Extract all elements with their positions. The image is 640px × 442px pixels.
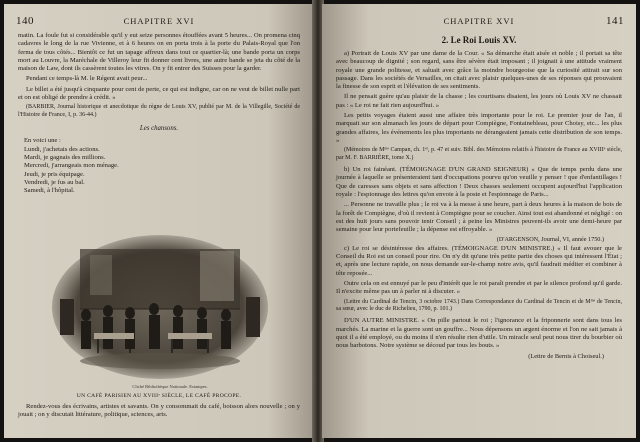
left-paragraph: Le billet a été jusqu'à cinquante pour cent de perte, ce qui est indigne, car on ne veut de billet nulle part et on est obligé de prendre à crédit. » — [18, 85, 300, 102]
song-verse — [24, 137, 300, 195]
verse-line: Lundi, j'achetais des actions. — [24, 145, 100, 153]
item-a-text: a) Portrait de Louis XV par une dame de la Cour. « Sa démarche était aisée et noble ; il portait sa tête avec beaucoup de dignité ; son regard, sans être sévère était imposant ; il joignait à une attitude vraiment royale une grande politesse, et saluait avec grâce la moindre bourgeoise que la curiosité attirait sur son passage. Dans les sociétés de Versailles, on citait avec plaisir quelques-unes de ses réponses qui prouvaient la finesse de son esprit et l'élévation de ses sentiments. — [336, 50, 622, 91]
song-title: Les chansons. — [139, 125, 179, 133]
verse-line: En voici une : — [24, 137, 61, 145]
verse-line: Mercredi, j'arrangeais mon ménage. — [24, 162, 119, 170]
left-page — [4, 4, 314, 438]
section-title: 2. Le Roi Louis XV. — [441, 35, 517, 45]
figure-caption: UN CAFÉ PARISIEN AU XVIIIᵉ SIÈCLE, LE CAFÉ PROCOPE. — [76, 393, 242, 399]
left-chapter-header: CHAPITRE XVI — [123, 16, 195, 26]
item-a-more: Les petits voyages étaient aussi une affaire très importante pour le roi. Le premier jour de l'an, il marquait sur son almanach les jours de départ pour Compiègne, Fontainebleau, pour Choisy, etc... les plus grandes affaires, les événements les plus importants ne dérangeaient jamais cette distribution de son temps. » — [336, 112, 622, 144]
verse-line: Vendredi, je fus au bal. — [24, 178, 85, 186]
left-page-header — [16, 14, 302, 28]
item-c-text: c) Le roi se désintéresse des affaires. (TÉMOIGNAGE D'UN MINISTRE.) « Il faut avouer que le Conseil du Roi est un conseil pour rire. On n'y dit qu'une très petite partie des choses qui intéressent l'État ; et, après une lecture rapide, on nous demande sur-le-champ notre avis, qu'il faudrait méditer et combiner à tête reposée... — [336, 244, 622, 277]
item-c-more: Outre cela on est ennuyé par le peu d'intérêt que le roi paraît prendre et par le silence profond qu'il garde. Il n'excite même pas un à parler ni à discuter. » — [336, 279, 622, 296]
left-page-number: 140 — [16, 15, 34, 27]
item-b-more: ... Personne ne travaille plus ; le roi va à la messe à une heure, part à deux heures à la maison de bois de la forêt de Compiègne, d'où il revient à Compiègne pour se coucher. Ainsi tout est abandonné et négligé : on est des huit jours sans pouvoir tenir Conseil ; à peine les Ministres peuvent-ils avoir une demi-heure par semaine pour leur portefeuille ; la dépense est effroyable. » — [336, 201, 622, 234]
verse-line: Jeudi, je pris équipage. — [24, 170, 85, 178]
right-page-header — [334, 14, 624, 28]
verse-line: Samedi, à l'hôpital. — [24, 187, 75, 195]
right-chapter-header: CHAPITRE XVI — [443, 16, 515, 26]
caption-description-text: Rendez-vous des écrivains, artistes et savants. On y consommait du café, boisson alors nouvelle ; on y jouait ; on y discutait littérature, politique, sciences, arts. — [18, 403, 300, 419]
right-page-content — [336, 32, 622, 434]
right-page-number: 141 — [606, 15, 624, 27]
cafe-procope-engraving — [50, 229, 270, 381]
item-b-text: b) Un roi fainéant. (TÉMOIGNAGE D'UN GRAND SEIGNEUR) « Que de temps perdu dans une journée à laquelle se présenteraient tant d'occupations pourvu qu'on veuille y penser ! que d'enfantillages ! Que de caresses sans objets et sans affection ! Deux chasses seulement occupent aujourd'hui l'application royale : l'espionnage des lettres qu'on envoie à la poste et l'espionnage de Paris... — [336, 166, 622, 198]
item-a-more: Il ne pensait guère qu'au plaisir de la chasse ; les courtisans disaient, les jours où Louis XV ne chassait pas : « Le roi ne fait rien aujourd'hui. » — [336, 93, 622, 109]
item-c-source: (Lettre du Cardinal de Tencin, 3 octobre 1743.) Dans Correspondance du Cardinal de Tencin et de Mᵐᵉ de Tencin, sa sœur, avec le duc de Richelieu, 1790, p. 101.) — [336, 298, 622, 312]
item-d-source: (Lettre de Bernis à Choiseul.) — [528, 352, 604, 360]
caption-description — [18, 403, 300, 420]
right-page — [322, 4, 636, 438]
image-credit: Cliché Bibliothèque Nationale. Estampes. — [132, 384, 208, 389]
item-a-source: (Mémoires de Mᵐᵉ Campan, ch. 1ᵉʳ, p. 47 et suiv. Bibl. des Mémoires relatifs à l'histoire de France au XVIIIᵉ siècle, par M. F. BARRIÈRE, tome X.) — [336, 147, 622, 161]
left-source-note: (BARBIER, Journal historique et anecdotique du règne de Louis XV, publié par M. de la Villegille, Société de l'Histoire de France, I, p. 36-44.) — [18, 104, 300, 118]
item-d-text: D'UN AUTRE MINISTRE. « On pille partout le roi ; l'ignorance et la friponnerie sont dans tous les marchés. La marine et la guerre sont un gouffre... Nous dépensons un argent énorme et l'on ne sait jamais à quoi il a été employé, ou du moins il n'en résulte rien d'utile. Un miracle seul peut nous tirer du bourbier où nous barbotons. Notre système se découd par tous les bouts. » — [336, 317, 622, 350]
left-paragraph: Pendant ce temps-là M. le Régent avait peur... — [26, 75, 148, 83]
left-paragraph: matin. La foule fut si considérable qu'il y eut seize personnes étouffées avant 5 heures... On promena cinq cadavres le long de la rue Vivienne, et à 6 heures on en porta trois à la porte du Palais-Royal que l'on ferma de tous côtés... Bientôt ce fut un tapage affreux dans tout ce quartier-là; une bande porta un corps mort au Louvre, la Maréchale de Villeroy leur fit donner cent livres, une autre bande se jeta du côté de la maison de Law, dont ils cassèrent toutes les vitres. On y fit entrer des Suisses pour la garder. — [18, 32, 300, 73]
item-b-source: (D'ARGENSON, Journal, VI, année 1750.) — [496, 236, 604, 244]
verse-line: Mardi, je gagnais des millions. — [24, 154, 106, 162]
